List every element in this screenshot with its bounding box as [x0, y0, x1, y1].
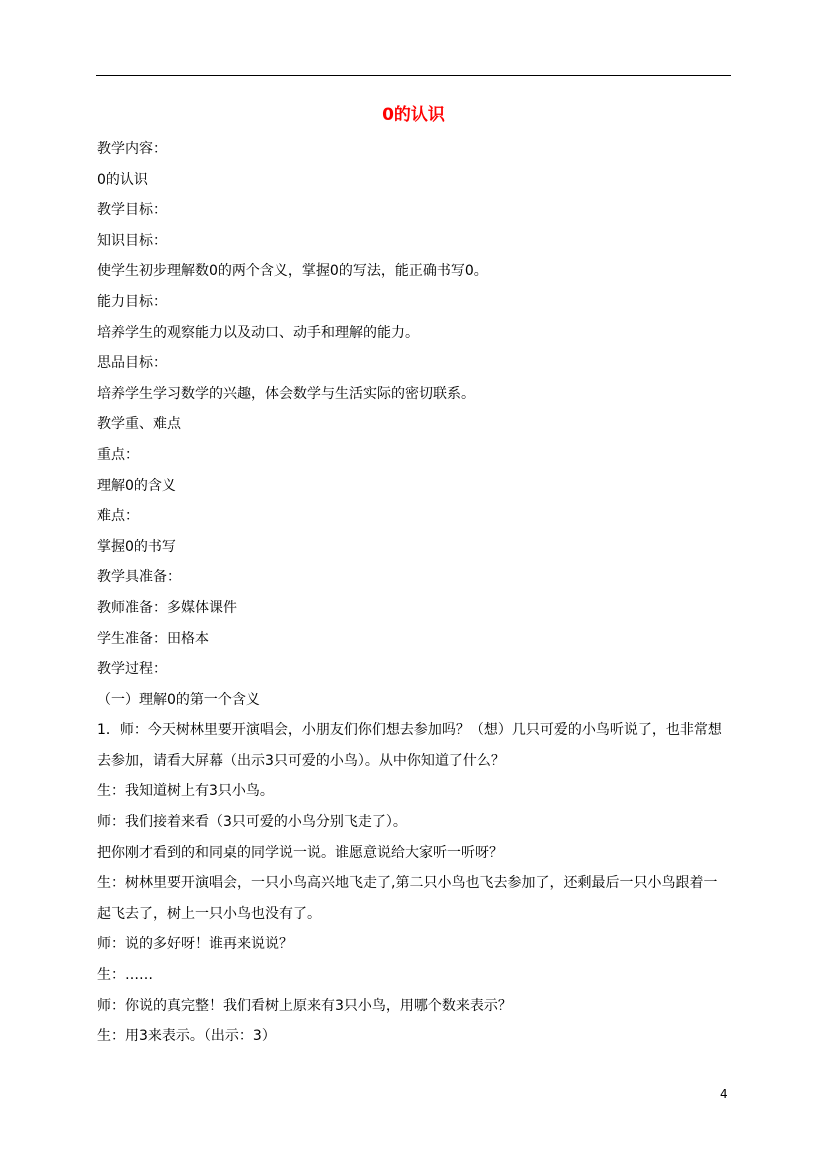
text-line: 教学具准备： — [97, 569, 181, 586]
text-line: 培养学生的观察能力以及动口、动手和理解的能力。 — [97, 324, 419, 341]
text-line: 把你刚才看到的和同桌的同学说一说。谁愿意说给大家听一听呀？ — [97, 844, 503, 861]
text-line: 教学目标： — [97, 202, 167, 219]
text-line: 教学重、难点 — [97, 416, 181, 433]
text-line: 教学内容： — [97, 141, 167, 157]
document-body — [97, 134, 751, 1052]
text-line: 重点： — [97, 446, 139, 463]
text-line: 思品目标： — [97, 355, 167, 372]
text-line: 培养学生学习数学的兴趣，体会数学与生活实际的密切联系。 — [97, 385, 475, 402]
text-line: 学生准备：田格本 — [97, 630, 209, 647]
text-line: 难点： — [97, 508, 139, 525]
text-line: 教师准备：多媒体课件 — [97, 599, 237, 616]
text-line: 1．师：今天树林里要开演唱会，小朋友们你们想去参加吗？（想）几只可爱的小鸟听说了，也非常想 — [97, 722, 722, 739]
text-line: 师：说的多好呀！谁再来说说？ — [97, 936, 293, 953]
document-title: 0的认识 — [382, 105, 445, 125]
text-line: 知识目标： — [97, 232, 167, 249]
text-line: 能力目标： — [97, 293, 167, 310]
text-line: 0的认识 — [97, 171, 148, 188]
text-line: 掌握0的书写 — [97, 538, 176, 555]
text-line: 生：…… — [97, 967, 153, 984]
text-line: 教学过程： — [97, 661, 167, 678]
text-line: 生：我知道树上有3只小鸟。 — [97, 783, 274, 800]
text-line: 使学生初步理解数0的两个含义，掌握0的写法，能正确书写0。 — [97, 263, 488, 280]
text-line: 理解0的含义 — [97, 477, 176, 494]
text-line: 生：树林里要开演唱会，一只小鸟高兴地飞走了,第二只小鸟也飞去参加了，还剩最后一只小鸟跟着一 — [97, 875, 718, 892]
page-number: 4 — [720, 1087, 728, 1101]
text-line: 生：用3来表示。（出示：3） — [97, 1028, 276, 1045]
text-line: 师：你说的真完整！我们看树上原来有3只小鸟，用哪个数来表示？ — [97, 997, 512, 1014]
text-line: （一）理解0的第一个含义 — [97, 691, 260, 708]
text-line: 起飞去了，树上一只小鸟也没有了。 — [97, 905, 321, 922]
text-line: 师：我们接着来看（3只可爱的小鸟分别飞走了）。 — [97, 814, 407, 831]
header-rule — [96, 75, 731, 76]
text-line: 去参加，请看大屏幕（出示3只可爱的小鸟）。从中你知道了什么？ — [97, 752, 505, 769]
